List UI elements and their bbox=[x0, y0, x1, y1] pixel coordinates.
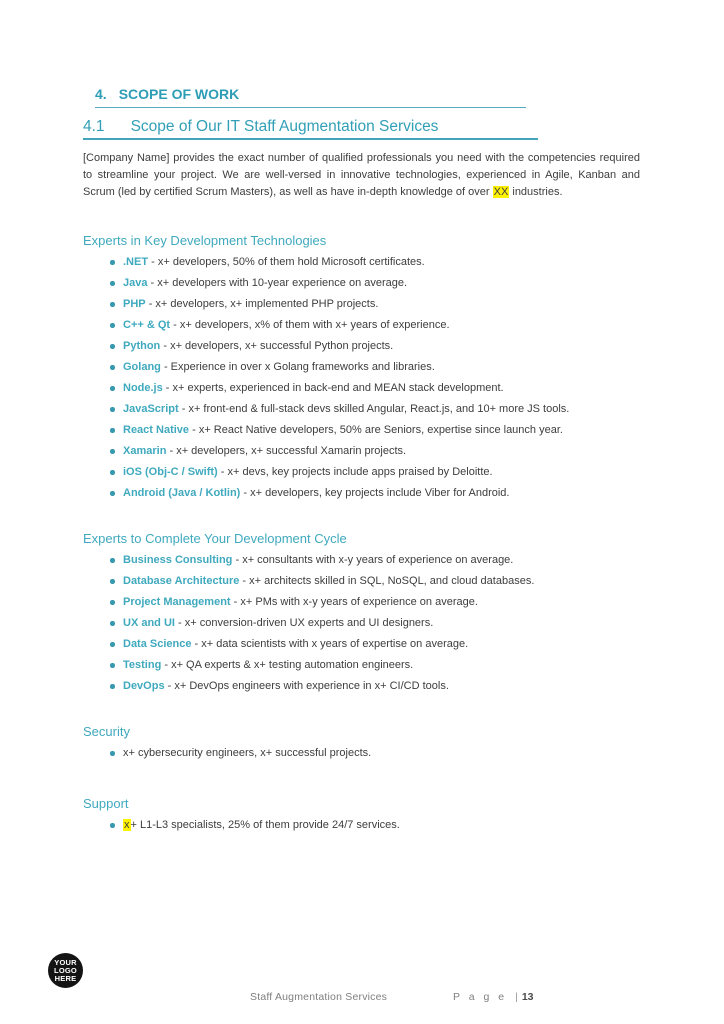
bullet-icon bbox=[110, 491, 115, 496]
section-heading bbox=[83, 117, 538, 140]
bullet-icon bbox=[110, 558, 115, 563]
item-text: - x+ data scientists with x years of expertise on average. bbox=[194, 638, 469, 650]
list-item bbox=[83, 617, 640, 630]
list-item bbox=[83, 256, 640, 269]
support-list bbox=[83, 819, 640, 832]
item-text: - x+ PMs with x-y years of experience on average. bbox=[233, 596, 478, 608]
item-text: x+ cybersecurity engineers, x+ successful projects. bbox=[123, 747, 372, 759]
list-item bbox=[83, 298, 640, 311]
list-item bbox=[83, 638, 640, 651]
chapter-title: SCOPE OF WORK bbox=[118, 86, 240, 102]
highlighted-placeholder: XX bbox=[493, 186, 509, 198]
tech-name: Android (Java / Kotlin) bbox=[123, 487, 241, 499]
list-item bbox=[83, 319, 640, 332]
subsection-title: Support bbox=[83, 796, 129, 811]
security-list bbox=[83, 747, 640, 760]
footer-document-title: Staff Augmentation Services bbox=[250, 991, 388, 1003]
logo-text-line: LOGO bbox=[54, 965, 77, 975]
section-key-technologies bbox=[83, 233, 640, 500]
item-text: - x+ developers with 10-year experience on average. bbox=[150, 277, 408, 289]
subsection-title: Experts to Complete Your Development Cycle bbox=[83, 531, 347, 546]
tech-name: PHP bbox=[123, 298, 146, 310]
tech-name: .NET bbox=[123, 256, 149, 268]
list-item bbox=[83, 819, 640, 832]
tech-name: C++ & Qt bbox=[123, 319, 171, 331]
section-security bbox=[83, 724, 640, 760]
footer-page-number bbox=[453, 991, 534, 1003]
bullet-icon bbox=[110, 449, 115, 454]
bullet-icon bbox=[110, 302, 115, 307]
bullet-icon bbox=[110, 751, 115, 756]
page-separator: | bbox=[515, 991, 518, 1003]
list-item bbox=[83, 554, 640, 567]
section-support bbox=[83, 796, 640, 832]
list-item bbox=[83, 575, 640, 588]
bullet-icon bbox=[110, 470, 115, 475]
list-item bbox=[83, 403, 640, 416]
tech-name: Java bbox=[123, 277, 148, 289]
item-text: - Experience in over x Golang frameworks and libraries. bbox=[163, 361, 435, 373]
tech-name: Xamarin bbox=[123, 445, 167, 457]
technology-list bbox=[83, 256, 640, 500]
item-text: + L1-L3 specialists, 25% of them provide 24/7 services. bbox=[130, 819, 400, 831]
bullet-icon bbox=[110, 407, 115, 412]
tech-name: iOS (Obj-C / Swift) bbox=[123, 466, 218, 478]
item-text: - x+ developers, x+ successful Xamarin projects. bbox=[169, 445, 407, 457]
item-text: - x+ conversion-driven UX experts and UI designers. bbox=[178, 617, 434, 629]
subsection-title: Security bbox=[83, 724, 130, 739]
bullet-icon bbox=[110, 344, 115, 349]
page-label: P a g e bbox=[453, 991, 508, 1003]
intro-text-before: [Company Name] provides the exact number of qualified professionals you need with the competencies required to streamline your project. We are well-versed in innovative technologies, experienced in Agile, Kanban and Scrum (led by certified Scrum Masters), as well as have in-depth knowledge of over bbox=[83, 152, 640, 198]
bullet-icon bbox=[110, 600, 115, 605]
item-text: - x+ DevOps engineers with experience in x+ CI/CD tools. bbox=[167, 680, 449, 692]
bullet-icon bbox=[110, 323, 115, 328]
list-item bbox=[83, 277, 640, 290]
tech-name: JavaScript bbox=[123, 403, 179, 415]
list-item bbox=[83, 659, 640, 672]
bullet-icon bbox=[110, 823, 115, 828]
list-item bbox=[83, 680, 640, 693]
tech-name: React Native bbox=[123, 424, 190, 436]
role-name: Database Architecture bbox=[123, 575, 240, 587]
role-name: Data Science bbox=[123, 638, 192, 650]
item-text: - x+ developers, x% of them with x+ years of experience. bbox=[173, 319, 450, 331]
logo-text-line: YOUR bbox=[54, 957, 77, 967]
logo-text-line: HERE bbox=[54, 973, 77, 983]
bullet-icon bbox=[110, 428, 115, 433]
list-item bbox=[83, 747, 640, 760]
tech-name: Golang bbox=[123, 361, 161, 373]
bullet-icon bbox=[110, 579, 115, 584]
list-item bbox=[83, 382, 640, 395]
section-development-cycle bbox=[83, 531, 640, 693]
item-text: - x+ experts, experienced in back-end and MEAN stack development. bbox=[165, 382, 504, 394]
list-item bbox=[83, 466, 640, 479]
chapter-number: 4. bbox=[95, 86, 107, 102]
tech-name: Node.js bbox=[123, 382, 163, 394]
role-name: DevOps bbox=[123, 680, 165, 692]
chapter-heading bbox=[95, 86, 526, 108]
roles-list bbox=[83, 554, 640, 693]
bullet-icon bbox=[110, 365, 115, 370]
item-text: - x+ developers, x+ successful Python projects. bbox=[163, 340, 394, 352]
item-text: - x+ React Native developers, 50% are Seniors, expertise since launch year. bbox=[192, 424, 563, 436]
item-text: - x+ consultants with x-y years of experience on average. bbox=[235, 554, 514, 566]
list-item bbox=[83, 487, 640, 500]
item-text: - x+ architects skilled in SQL, NoSQL, and cloud databases. bbox=[242, 575, 535, 587]
list-item bbox=[83, 445, 640, 458]
bullet-icon bbox=[110, 621, 115, 626]
role-name: UX and UI bbox=[123, 617, 175, 629]
highlighted-placeholder: x bbox=[124, 819, 130, 831]
bullet-icon bbox=[110, 663, 115, 668]
item-text: - x+ front-end & full-stack devs skilled Angular, React.js, and 10+ more JS tools. bbox=[181, 403, 570, 415]
item-text: - x+ developers, x+ implemented PHP projects. bbox=[148, 298, 379, 310]
item-text: - x+ developers, key projects include Viber for Android. bbox=[243, 487, 510, 499]
bullet-icon bbox=[110, 260, 115, 265]
item-text: - x+ QA experts & x+ testing automation engineers. bbox=[164, 659, 414, 671]
list-item bbox=[83, 596, 640, 609]
page-content bbox=[83, 86, 640, 832]
item-text: - x+ developers, 50% of them hold Microsoft certificates. bbox=[151, 256, 425, 268]
bullet-icon bbox=[110, 386, 115, 391]
intro-text-after: industries. bbox=[509, 186, 563, 198]
list-item bbox=[83, 340, 640, 353]
section-title: Scope of Our IT Staff Augmentation Services bbox=[130, 118, 439, 135]
role-name: Testing bbox=[123, 659, 162, 671]
bullet-icon bbox=[110, 642, 115, 647]
role-name: Business Consulting bbox=[123, 554, 233, 566]
tech-name: Python bbox=[123, 340, 161, 352]
list-item bbox=[83, 424, 640, 437]
role-name: Project Management bbox=[123, 596, 231, 608]
bullet-icon bbox=[110, 684, 115, 689]
subsection-title: Experts in Key Development Technologies bbox=[83, 233, 327, 248]
item-text: - x+ devs, key projects include apps praised by Deloitte. bbox=[220, 466, 493, 478]
logo-placeholder bbox=[48, 953, 83, 988]
page-number-value: 13 bbox=[521, 991, 534, 1003]
bullet-icon bbox=[110, 281, 115, 286]
list-item bbox=[83, 361, 640, 374]
intro-paragraph bbox=[83, 150, 640, 201]
section-number: 4.1 bbox=[83, 118, 105, 135]
